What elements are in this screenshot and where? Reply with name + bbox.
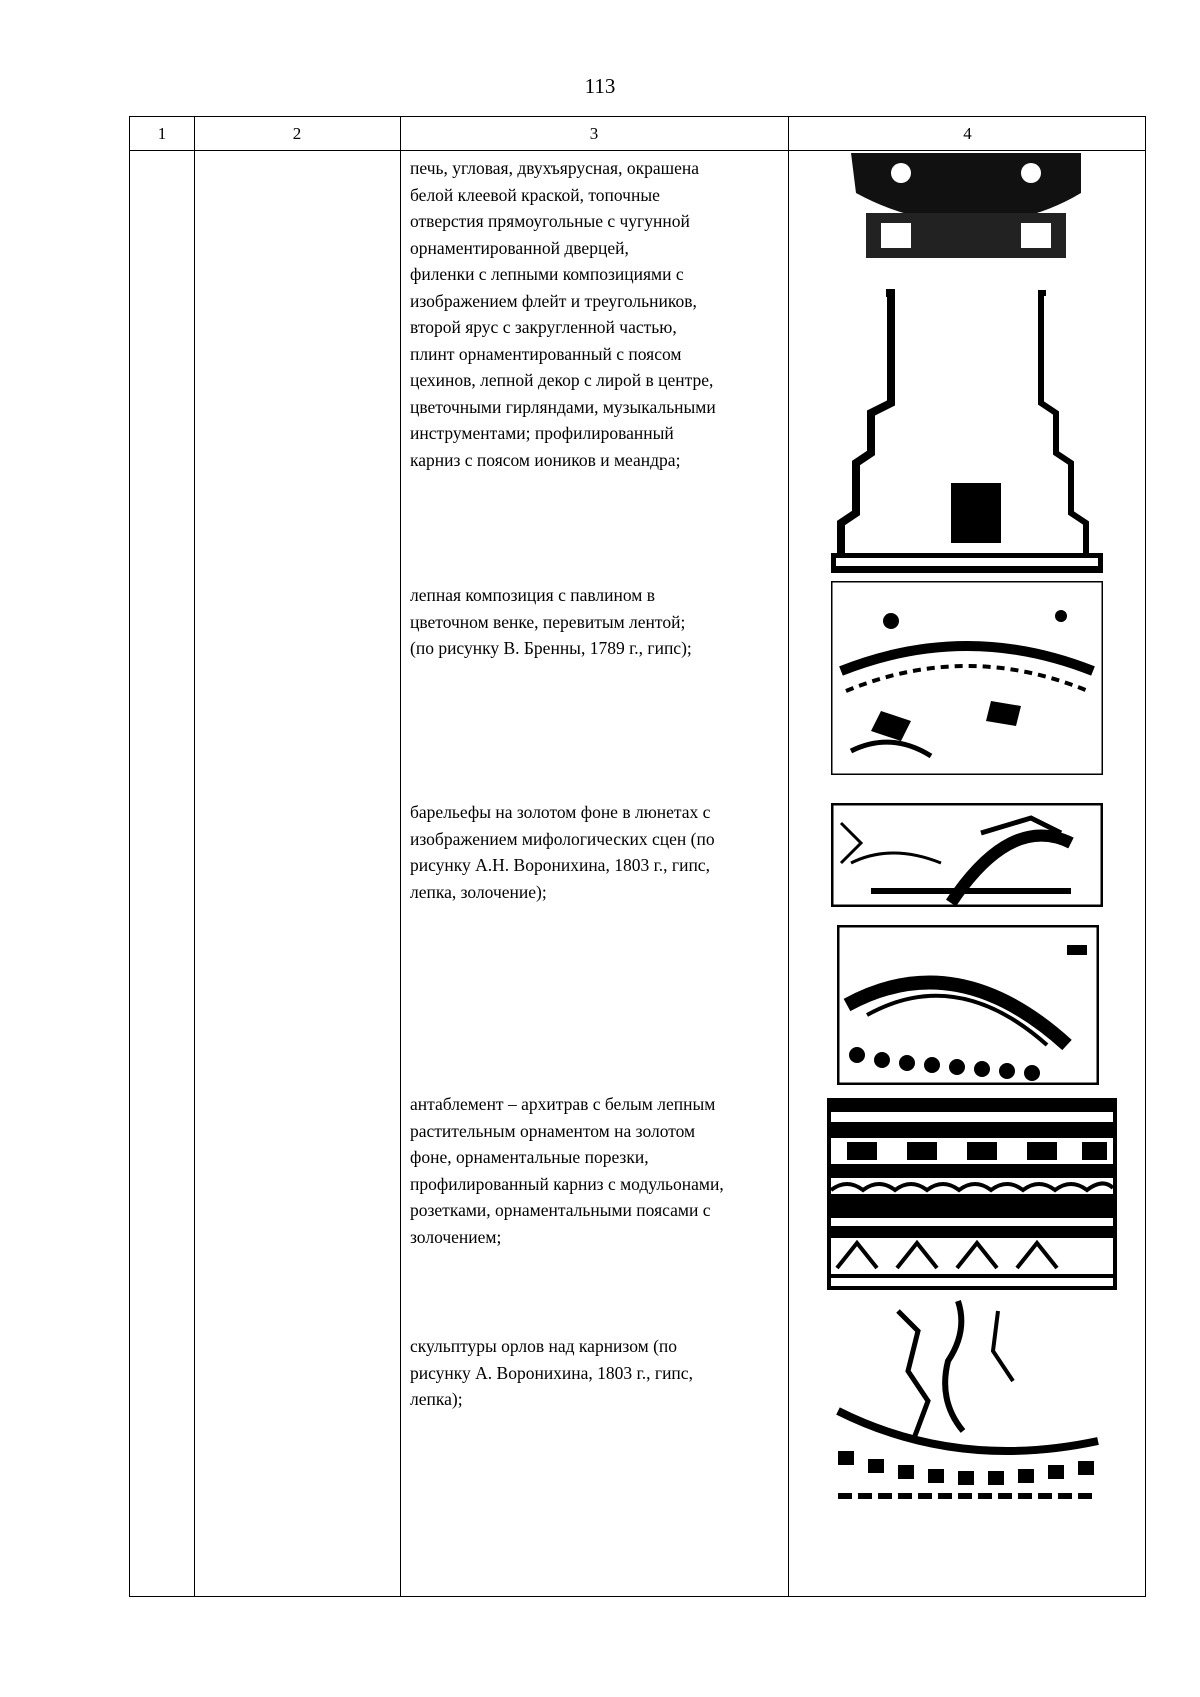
text-line: плинт орнаментированный с поясом xyxy=(410,343,682,364)
column-header-3: 3 xyxy=(589,124,599,143)
inventory-table xyxy=(129,116,1146,1597)
text-line: растительным орнаментом на золотом xyxy=(410,1120,696,1141)
text-line: цветочными гирляндами, музыкальными xyxy=(410,396,716,417)
page-number: 113 xyxy=(584,74,616,98)
text-line: второй ярус с закругленной частью, xyxy=(410,317,677,337)
column-divider xyxy=(788,117,789,1596)
description-peacock xyxy=(410,582,785,662)
text-line: скульптуры орлов над карнизом (по xyxy=(410,1336,678,1356)
column-header-1: 1 xyxy=(157,124,167,143)
text-line: цветочном венке, перевитым лентой; xyxy=(410,611,686,632)
description-bas-reliefs xyxy=(410,799,785,905)
column-header-2: 2 xyxy=(292,124,302,143)
text-line: лепная композиция с павлином в xyxy=(410,585,655,605)
entablature-photo xyxy=(827,1098,1117,1290)
text-line: золочением; xyxy=(410,1226,502,1247)
text-line: изображением мифологических сцен (по xyxy=(410,828,715,849)
description-eagles xyxy=(410,1333,785,1413)
text-line: антаблемент – архитрав с белым лепным xyxy=(410,1094,716,1114)
lunette-relief-photo xyxy=(831,803,1103,907)
text-line: печь, угловая, двухъярусная, окрашена xyxy=(410,158,699,178)
text-line: отверстия прямоугольные с чугунной xyxy=(410,211,690,231)
text-line: белой клеевой краской, топочные xyxy=(410,184,660,205)
text-line: изображением флейт и треугольников, xyxy=(410,290,697,311)
eagle-sculpture-photo xyxy=(818,1291,1108,1517)
text-line: цехинов, лепной декор с лирой в центре, xyxy=(410,370,714,390)
peacock-relief-photo xyxy=(831,581,1103,775)
column-divider xyxy=(400,117,401,1596)
text-line: орнаментированной дверцей, xyxy=(410,237,629,258)
text-line: лепка); xyxy=(410,1389,463,1409)
text-line: рисунку А.Н. Воронихина, 1803 г., гипс, xyxy=(410,855,710,875)
text-line: лепка, золочение); xyxy=(410,881,547,902)
stove-photo xyxy=(831,153,1103,573)
text-line: фоне, орнаментальные порезки, xyxy=(410,1147,649,1167)
text-line: филенки с лепными композициями с xyxy=(410,264,684,284)
description-entablature xyxy=(410,1091,785,1250)
text-line: рисунку А. Воронихина, 1803 г., гипс, xyxy=(410,1362,693,1383)
text-line: розетками, орнаментальными поясами с xyxy=(410,1200,711,1220)
text-line: карниз с поясом иоников и меандра; xyxy=(410,449,681,470)
description-stove xyxy=(410,155,785,473)
column-header-4: 4 xyxy=(963,124,972,143)
text-line: профилированный карниз с модульонами, xyxy=(410,1173,724,1194)
column-divider xyxy=(194,117,195,1596)
text-line: инструментами; профилированный xyxy=(410,423,674,443)
text-line: (по рисунку В. Бренны, 1789 г., гипс); xyxy=(410,638,692,658)
text-line: барельефы на золотом фоне в люнетах с xyxy=(410,802,711,822)
header-divider xyxy=(130,150,1145,151)
lunette-relief-photo-2 xyxy=(837,925,1099,1085)
